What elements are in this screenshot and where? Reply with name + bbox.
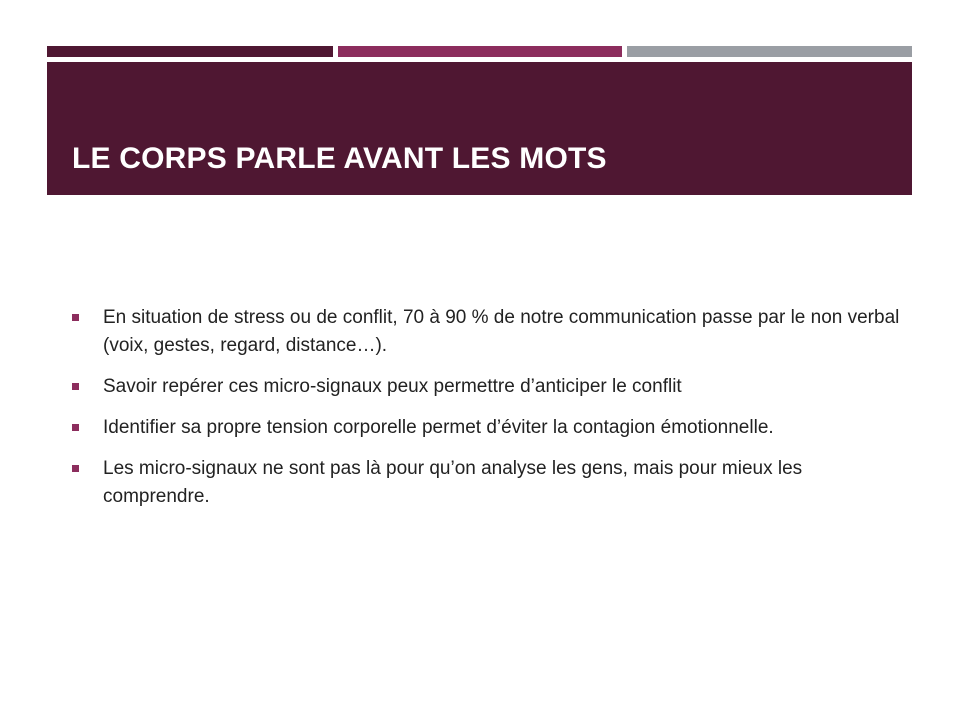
bullet-text: Les micro-signaux ne sont pas là pour qu’on analyse les gens, mais pour mieux les comprendre. [103,458,803,507]
bullet-text: En situation de stress ou de conflit, 70 à 90 % de notre communication passe par le non verbal (voix, gestes, regard, distance…). [103,307,900,356]
bullet-item [72,304,902,360]
bullet-item [72,455,902,511]
square-bullet-icon [72,314,79,321]
square-bullet-icon [72,383,79,390]
bullet-text: Savoir repérer ces micro-signaux peux permettre d’anticiper le conflit [103,376,682,397]
accent-bar-gray [627,46,912,57]
square-bullet-icon [72,424,79,431]
bullet-item [72,414,902,442]
bullet-text: Identifier sa propre tension corporelle permet d’éviter la contagion émotionnelle. [103,417,774,438]
title-banner [47,62,912,195]
accent-bar-dark [47,46,333,57]
square-bullet-icon [72,465,79,472]
bullet-list [72,304,902,524]
accent-bar-medium [338,46,622,57]
slide-title: LE CORPS PARLE AVANT LES MOTS [72,142,607,175]
bullet-item [72,373,902,401]
